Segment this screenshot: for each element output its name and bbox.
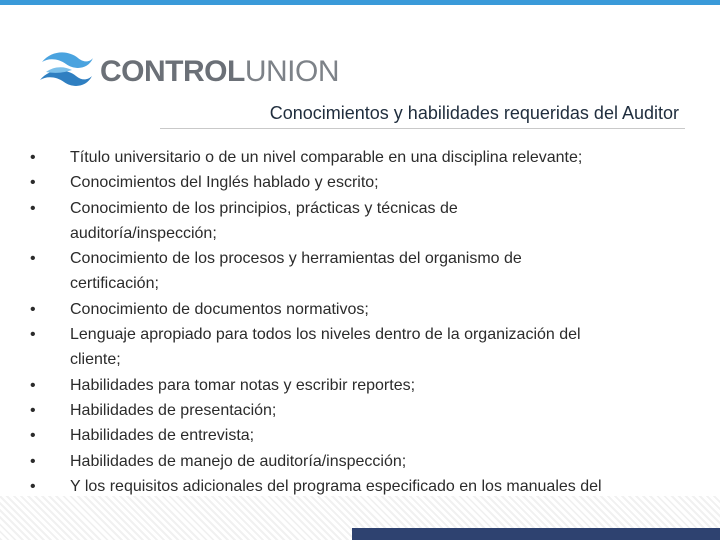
- bullet-text-line: Título universitario o de un nivel comparable en una disciplina relevante;: [70, 149, 583, 166]
- bottom-navy-bar: [352, 528, 720, 540]
- slide-title: Conocimientos y habilidades requeridas del Auditor: [269, 103, 679, 123]
- title-divider: [160, 128, 685, 129]
- bullet-dot: •: [30, 427, 36, 445]
- bullet-dot: •: [30, 300, 36, 318]
- bullet-text-line: Habilidades de manejo de auditoría/inspección;: [70, 452, 407, 470]
- bullet-dot: •: [30, 149, 36, 166]
- bullet-dot: •: [30, 199, 36, 217]
- bullet-item: [30, 297, 690, 322]
- bullet-dot: •: [30, 174, 36, 192]
- bullet-item: [30, 373, 690, 398]
- bullet-item: [30, 449, 690, 474]
- bullet-dot: •: [30, 250, 36, 268]
- bullet-item: [30, 246, 690, 297]
- bullet-list: [30, 145, 690, 524]
- bullet-text-line: auditoría/inspección;: [70, 224, 217, 242]
- bullet-dot: •: [30, 326, 36, 344]
- bullet-text-line: Conocimiento de documentos normativos;: [70, 300, 369, 318]
- bullet-dot: •: [30, 376, 36, 394]
- bullet-text-line: Lenguaje apropiado para todos los niveles dentro de la organización del: [70, 326, 581, 344]
- bullet-text-line: Conocimiento de los principios, prácticas y técnicas de: [70, 199, 458, 217]
- logo-word-control: CONTROL: [100, 55, 245, 88]
- bullet-item: [30, 145, 690, 170]
- bullet-item: [30, 322, 690, 373]
- bullet-item: [30, 196, 690, 247]
- logo-word-union: UNION: [244, 55, 339, 88]
- bullet-item: [30, 423, 690, 448]
- control-union-logo: [38, 48, 339, 96]
- bullet-text-line: Habilidades para tomar notas y escribir reportes;: [70, 376, 416, 394]
- bullet-text-line: Conocimientos del Inglés hablado y escrito;: [70, 174, 379, 192]
- bullet-item: [30, 170, 690, 195]
- bullet-item: [30, 398, 690, 423]
- bullet-text-line: Habilidades de entrevista;: [70, 427, 255, 445]
- bullet-dot: •: [30, 452, 36, 470]
- bullet-text-line: certificación;: [70, 275, 159, 293]
- bullet-text-line: Habilidades de presentación;: [70, 401, 277, 419]
- top-accent-bar: [0, 0, 720, 5]
- control-union-wave-logo-icon: [38, 48, 94, 96]
- bullet-dot: •: [30, 401, 36, 419]
- bullet-text-line: Conocimiento de los procesos y herramientas del organismo de: [70, 250, 522, 268]
- bullet-text-line: cliente;: [70, 351, 121, 369]
- bullet-text-line: Y los requisitos adicionales del programa especificado en los manuales del: [70, 477, 602, 495]
- logo-wordmark: [100, 55, 339, 89]
- bullet-dot: •: [30, 477, 36, 495]
